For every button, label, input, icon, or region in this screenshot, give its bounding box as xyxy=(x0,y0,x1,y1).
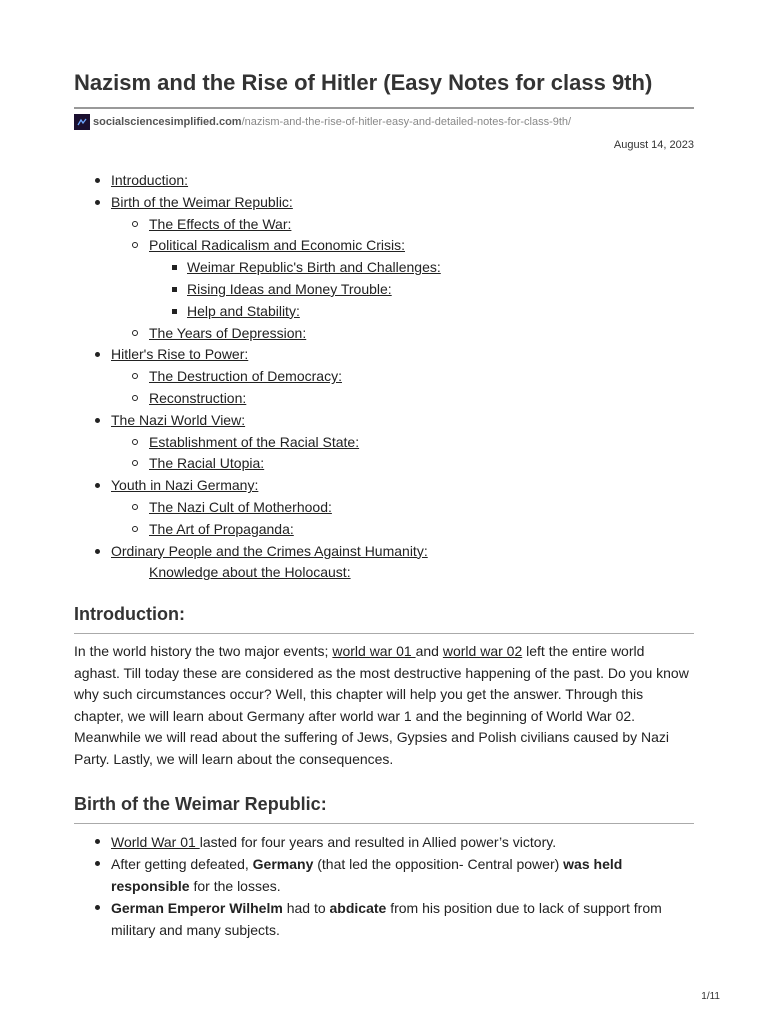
toc-link[interactable]: The Nazi World View: xyxy=(111,411,246,428)
toc-item xyxy=(74,453,441,475)
world-war-01-link[interactable]: World War 01 xyxy=(111,834,200,850)
bullet-text: (that led the opposition- Central power) xyxy=(313,856,564,872)
toc-link[interactable]: Help and Stability: xyxy=(187,302,300,319)
toc-link[interactable]: Hitler's Rise to Power: xyxy=(111,346,249,363)
bold-text: Germany xyxy=(252,856,314,872)
section-heading-weimar: Birth of the Weimar Republic: xyxy=(74,794,327,814)
list-item xyxy=(74,897,694,941)
toc-link[interactable]: The Effects of the War: xyxy=(149,215,292,232)
toc-item xyxy=(74,519,441,541)
toc-item xyxy=(74,257,441,279)
toc-link[interactable]: Establishment of the Racial State: xyxy=(149,433,360,450)
title-divider xyxy=(74,107,694,109)
toc-item xyxy=(74,344,441,366)
bullet-text: from his position due to lack of support from military and many subjects. xyxy=(111,900,662,938)
bold-text: German Emperor Wilhelm xyxy=(111,900,283,916)
toc-link[interactable]: The Destruction of Democracy: xyxy=(149,368,342,385)
intro-text: left the entire world aghast. Till today these are considered as the most destructive happening of the past. Do you know why such circumstances occur? Well, this chapter will help you get the answer. Through this chapter, we will learn about Germany after world war 1 and the beginning of World War 02. Meanwhile we will read about the suffering of Jews, Gypsies and Polish civilians caused by Nazi Party. Lastly, we will learn about the consequences. xyxy=(74,643,689,767)
source-path[interactable]: /nazism-and-the-rise-of-hitler-easy-and-detailed-notes-for-class-9th/ xyxy=(241,116,572,128)
toc-item xyxy=(74,410,441,432)
toc-item xyxy=(74,432,441,454)
toc-link[interactable]: Youth in Nazi Germany: xyxy=(111,477,259,494)
toc-item xyxy=(74,541,441,563)
toc-item xyxy=(74,323,441,345)
section-divider xyxy=(74,823,694,824)
toc-link[interactable]: Ordinary People and the Crimes Against Humanity: xyxy=(111,542,428,559)
toc-item xyxy=(74,388,441,410)
toc-link[interactable]: Birth of the Weimar Republic: xyxy=(111,193,293,210)
toc-item xyxy=(74,192,441,214)
toc-link[interactable]: The Years of Depression: xyxy=(149,324,307,341)
intro-paragraph xyxy=(74,641,694,770)
bullet-text: lasted for four years and resulted in Allied power’s victory. xyxy=(199,834,557,850)
weimar-bullet-list xyxy=(74,831,694,941)
section-divider xyxy=(74,633,694,634)
list-item xyxy=(74,853,694,897)
intro-text: In the world history the two major events; xyxy=(74,643,333,659)
source-url[interactable] xyxy=(74,114,571,130)
toc-item xyxy=(74,170,441,192)
bullet-text: After getting defeated, xyxy=(111,856,253,872)
bold-text: was held responsible xyxy=(111,856,623,894)
world-war-02-link[interactable]: world war 02 xyxy=(442,643,523,659)
toc-link[interactable]: The Racial Utopia: xyxy=(149,455,265,472)
toc-link[interactable]: Reconstruction: xyxy=(149,389,247,406)
toc-item xyxy=(74,214,441,236)
toc-link[interactable]: Introduction: xyxy=(111,172,189,188)
toc-link[interactable]: Political Radicalism and Economic Crisis: xyxy=(149,237,405,254)
toc-item xyxy=(74,279,441,301)
toc-item xyxy=(74,562,441,584)
toc-link[interactable]: Knowledge about the Holocaust: xyxy=(149,564,351,581)
toc-link[interactable]: Weimar Republic's Birth and Challenges: xyxy=(187,259,441,276)
toc-link[interactable]: Rising Ideas and Money Trouble: xyxy=(187,280,392,297)
bullet-text: for the losses. xyxy=(189,878,281,894)
toc-link[interactable]: The Art of Propaganda: xyxy=(149,520,294,537)
toc-item xyxy=(74,235,441,257)
page-title: Nazism and the Rise of Hitler (Easy Notes for class 9th) xyxy=(74,70,653,95)
bullet-text: had to xyxy=(282,900,330,916)
table-of-contents xyxy=(74,170,441,584)
toc-item xyxy=(74,301,441,323)
world-war-01-link[interactable]: world war 01 xyxy=(332,643,416,659)
toc-link[interactable]: The Nazi Cult of Motherhood: xyxy=(149,498,332,515)
page-number: 1/11 xyxy=(701,991,720,1002)
toc-item xyxy=(74,366,441,388)
bold-text: abdicate xyxy=(329,900,387,916)
intro-text: and xyxy=(415,643,443,659)
toc-item xyxy=(74,475,441,497)
publish-date: August 14, 2023 xyxy=(613,139,694,151)
list-item xyxy=(74,831,694,853)
site-favicon-icon xyxy=(74,114,90,130)
toc-item xyxy=(74,497,441,519)
source-domain[interactable]: socialsciencesimplified.com xyxy=(93,116,242,128)
section-heading-introduction: Introduction: xyxy=(74,604,185,624)
